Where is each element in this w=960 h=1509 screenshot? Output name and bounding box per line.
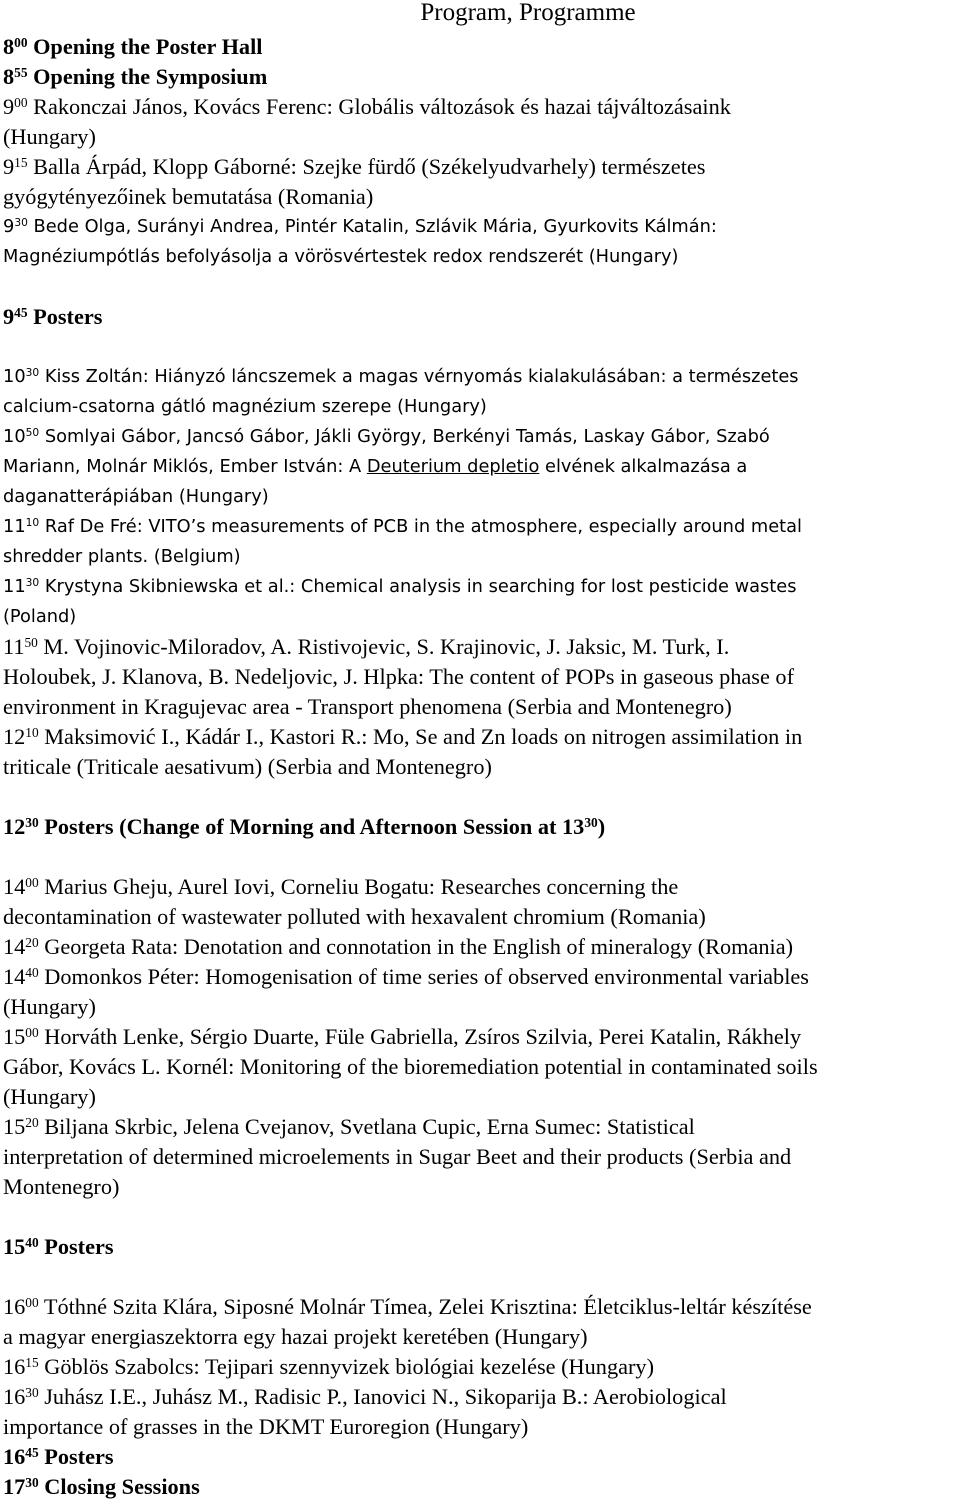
entry-time-minute: 30 — [25, 576, 40, 590]
program-entry — [3, 962, 809, 992]
program-entry-continuation — [3, 242, 679, 272]
entry-time-hour: 16 — [3, 1294, 26, 1319]
entry-text: environment in Kragujevac area - Transport phenomena (Serbia and Montenegro) — [3, 694, 732, 719]
entry-time-hour: 9 — [3, 94, 15, 119]
entry-text: Opening the Poster Hall — [33, 34, 263, 59]
entry-time-minute: 00 — [25, 1024, 39, 1040]
program-entry — [3, 1232, 114, 1262]
underlined-term: Deuterium depletio — [366, 456, 540, 477]
program-entry-continuation — [3, 902, 706, 932]
entry-time-minute: 00 — [25, 1294, 39, 1310]
program-entry — [3, 722, 802, 752]
entry-time-minute: 15 — [14, 154, 28, 170]
entry-text: Mariann, Molnár Miklós, Ember István: A — [3, 456, 367, 477]
entry-text: calcium-csatorna gátló magnézium szerepe (Hungary) — [3, 396, 487, 417]
entry-time-hour: 8 — [3, 34, 15, 59]
entry-text: Posters — [44, 1444, 114, 1469]
entry-time-minute: 45 — [25, 1444, 39, 1460]
program-entry — [3, 1382, 727, 1412]
program-entry-continuation — [3, 1412, 528, 1442]
entry-time-hour: 10 — [3, 366, 26, 387]
entry-text: Bede Olga, Surányi Andrea, Pintér Katalin, Szlávik Mária, Gyurkovits Kálmán: — [33, 216, 717, 237]
program-entry-continuation — [3, 122, 96, 152]
entry-text: decontamination of wastewater polluted with hexavalent chromium (Romania) — [3, 904, 706, 929]
program-entry — [3, 302, 102, 332]
program-entry — [3, 32, 262, 62]
entry-time-minute: 40 — [25, 1234, 39, 1250]
entry-time-hour: 14 — [3, 964, 26, 989]
entry-time-minute: 00 — [14, 34, 28, 50]
entry-text: Biljana Skrbic, Jelena Cvejanov, Svetlana Cupic, Erna Sumec: Statistical — [44, 1114, 695, 1139]
entry-time-hour: 9 — [3, 304, 15, 329]
entry-time-minute: 30 — [25, 366, 40, 380]
entry-time-hour: 15 — [3, 1234, 26, 1259]
entry-text: ) — [597, 814, 606, 839]
entry-text: Closing Sessions — [44, 1474, 200, 1499]
entry-time-hour: 14 — [3, 874, 26, 899]
entry-text: shredder plants. (Belgium) — [3, 546, 241, 567]
program-entry — [3, 1292, 812, 1322]
entry-text: Posters — [33, 304, 103, 329]
program-entry-continuation — [3, 1322, 588, 1352]
entry-text: elvének alkalmazása a — [539, 456, 748, 477]
entry-time-minute: 10 — [25, 516, 40, 530]
session-change-minute: 30 — [584, 814, 598, 830]
entry-time-minute: 50 — [25, 426, 40, 440]
entry-text: Tóthné Szita Klára, Siposné Molnár Tímea, Zelei Krisztina: Életciklus-leltár készítése — [43, 1294, 812, 1319]
program-entry — [3, 212, 717, 242]
program-entry — [3, 932, 793, 962]
entry-time-minute: 30 — [25, 1474, 39, 1490]
program-entry — [3, 62, 267, 92]
program-entry-continuation — [3, 542, 241, 572]
entry-text: triticale (Triticale aesativum) (Serbia and Montenegro) — [3, 754, 492, 779]
entry-time-minute: 30 — [25, 1384, 39, 1400]
entry-text: Maksimović I., Kádár I., Kastori R.: Mo, Se and Zn loads on nitrogen assimilation in — [44, 724, 803, 749]
entry-text: Raf De Fré: VITO’s measurements of PCB in the atmosphere, especially around metal — [44, 516, 802, 537]
program-entry-continuation — [3, 482, 269, 512]
program-entry-continuation — [3, 662, 794, 692]
entry-time-hour: 10 — [3, 426, 26, 447]
program-entry — [3, 512, 802, 542]
entry-text: (Hungary) — [3, 994, 96, 1019]
program-entry — [3, 1112, 695, 1142]
entry-time-hour: 8 — [3, 64, 15, 89]
entry-time-hour: 16 — [3, 1354, 26, 1379]
entry-time-minute: 55 — [14, 64, 28, 80]
entry-time-hour: 16 — [3, 1444, 26, 1469]
program-entry — [3, 812, 605, 842]
entry-text: Gábor, Kovács L. Kornél: Monitoring of the bioremediation potential in contaminated soils — [3, 1054, 818, 1079]
entry-time-hour: 12 — [3, 814, 26, 839]
program-entry-continuation — [3, 992, 96, 1022]
entry-time-hour: 9 — [3, 216, 15, 237]
entry-text: daganatterápiában (Hungary) — [3, 486, 269, 507]
program-entry-continuation — [3, 182, 373, 212]
entry-text: Holoubek, J. Klanova, B. Nedeljovic, J. Hlpka: The content of POPs in gaseous phase of — [3, 664, 795, 689]
program-entry — [3, 1472, 200, 1502]
entry-text: Posters (Change of Morning and Afternoon Session at 13 — [44, 814, 585, 839]
entry-time-minute: 00 — [14, 94, 28, 110]
program-entry-continuation — [3, 1172, 119, 1202]
entry-time-hour: 9 — [3, 154, 15, 179]
entry-text: gyógytényezőinek bemutatása (Romania) — [3, 184, 374, 209]
program-entry-continuation — [3, 692, 732, 722]
program-entry — [3, 1442, 114, 1472]
entry-text: Magnéziumpótlás befolyásolja a vörösvértestek redox rendszerét (Hungary) — [3, 246, 679, 267]
program-entry — [3, 362, 799, 392]
entry-time-minute: 30 — [25, 814, 39, 830]
entry-time-hour: 15 — [3, 1114, 26, 1139]
program-entry-continuation — [3, 752, 492, 782]
program-entry-continuation — [3, 452, 747, 482]
entry-text: Balla Árpád, Klopp Gáborné: Szejke fürdő (Székelyudvarhely) természetes — [33, 154, 706, 179]
entry-text: Rakonczai János, Kovács Ferenc: Globális változások és hazai tájváltozásaink — [33, 94, 731, 119]
entry-time-minute: 20 — [25, 934, 39, 950]
entry-time-hour: 14 — [3, 934, 26, 959]
entry-text: Georgeta Rata: Denotation and connotation in the English of mineralogy (Romania) — [44, 934, 794, 959]
entry-text: (Hungary) — [3, 124, 96, 149]
entry-text: (Hungary) — [3, 1084, 96, 1109]
entry-time-minute: 00 — [25, 874, 39, 890]
entry-text: a magyar energiaszektorra egy hazai projekt keretében (Hungary) — [3, 1324, 588, 1349]
program-entry — [3, 872, 678, 902]
program-entry — [3, 1022, 801, 1052]
entry-time-hour: 11 — [3, 576, 26, 597]
program-entry — [3, 152, 705, 182]
program-entry — [3, 632, 729, 662]
program-entry-continuation — [3, 1142, 791, 1172]
entry-time-hour: 15 — [3, 1024, 26, 1049]
entry-text: (Poland) — [3, 606, 77, 627]
entry-text: Juhász I.E., Juhász M., Radisic P., Ianovici N., Sikoparija B.: Aerobiological — [44, 1384, 727, 1409]
entry-time-hour: 12 — [3, 724, 26, 749]
entry-text: M. Vojinovic-Miloradov, A. Ristivojevic, S. Krajinovic, J. Jaksic, M. Turk, I. — [43, 634, 730, 659]
entry-text: Krystyna Skibniewska et al.: Chemical analysis in searching for lost pesticide wastes — [44, 576, 797, 597]
entry-text: Kiss Zoltán: Hiányzó láncszemek a magas vérnyomás kialakulásában: a természetes — [44, 366, 799, 387]
entry-time-hour: 17 — [3, 1474, 26, 1499]
page-title: Program, Programme — [420, 0, 636, 26]
entry-time-minute: 45 — [14, 304, 28, 320]
entry-text: Marius Gheju, Aurel Iovi, Corneliu Bogatu: Researches concerning the — [44, 874, 679, 899]
entry-time-minute: 30 — [14, 216, 28, 230]
entry-text: Domonkos Péter: Homogenisation of time series of observed environmental variables — [44, 964, 809, 989]
entry-text: Posters — [44, 1234, 114, 1259]
entry-time-minute: 10 — [25, 724, 39, 740]
program-entry-continuation — [3, 1052, 818, 1082]
program-entry — [3, 1352, 654, 1382]
entry-time-hour: 16 — [3, 1384, 26, 1409]
program-entry-continuation — [3, 392, 487, 422]
entry-text: interpretation of determined microelements in Sugar Beet and their products (Serbia and — [3, 1144, 792, 1169]
entry-time-minute: 15 — [25, 1354, 39, 1370]
entry-text: Montenegro) — [3, 1174, 120, 1199]
entry-time-hour: 11 — [3, 634, 25, 659]
program-entry-continuation — [3, 1082, 96, 1112]
program-entry — [3, 572, 796, 602]
program-entry — [3, 422, 770, 452]
program-entry-continuation — [3, 602, 76, 632]
entry-text: Opening the Symposium — [33, 64, 268, 89]
entry-time-hour: 11 — [3, 516, 26, 537]
program-entry — [3, 92, 731, 122]
entry-time-minute: 50 — [24, 634, 38, 650]
entry-text: Somlyai Gábor, Jancsó Gábor, Jákli György, Berkényi Tamás, Laskay Gábor, Szabó — [44, 426, 770, 447]
entry-time-minute: 40 — [25, 964, 39, 980]
entry-text: Göblös Szabolcs: Tejipari szennyvizek biológiai kezelése (Hungary) — [44, 1354, 655, 1379]
entry-text: Horváth Lenke, Sérgio Duarte, Füle Gabriella, Zsíros Szilvia, Perei Katalin, Rákhely — [44, 1024, 802, 1049]
entry-time-minute: 20 — [25, 1114, 39, 1130]
entry-text: importance of grasses in the DKMT Euroregion (Hungary) — [3, 1414, 529, 1439]
